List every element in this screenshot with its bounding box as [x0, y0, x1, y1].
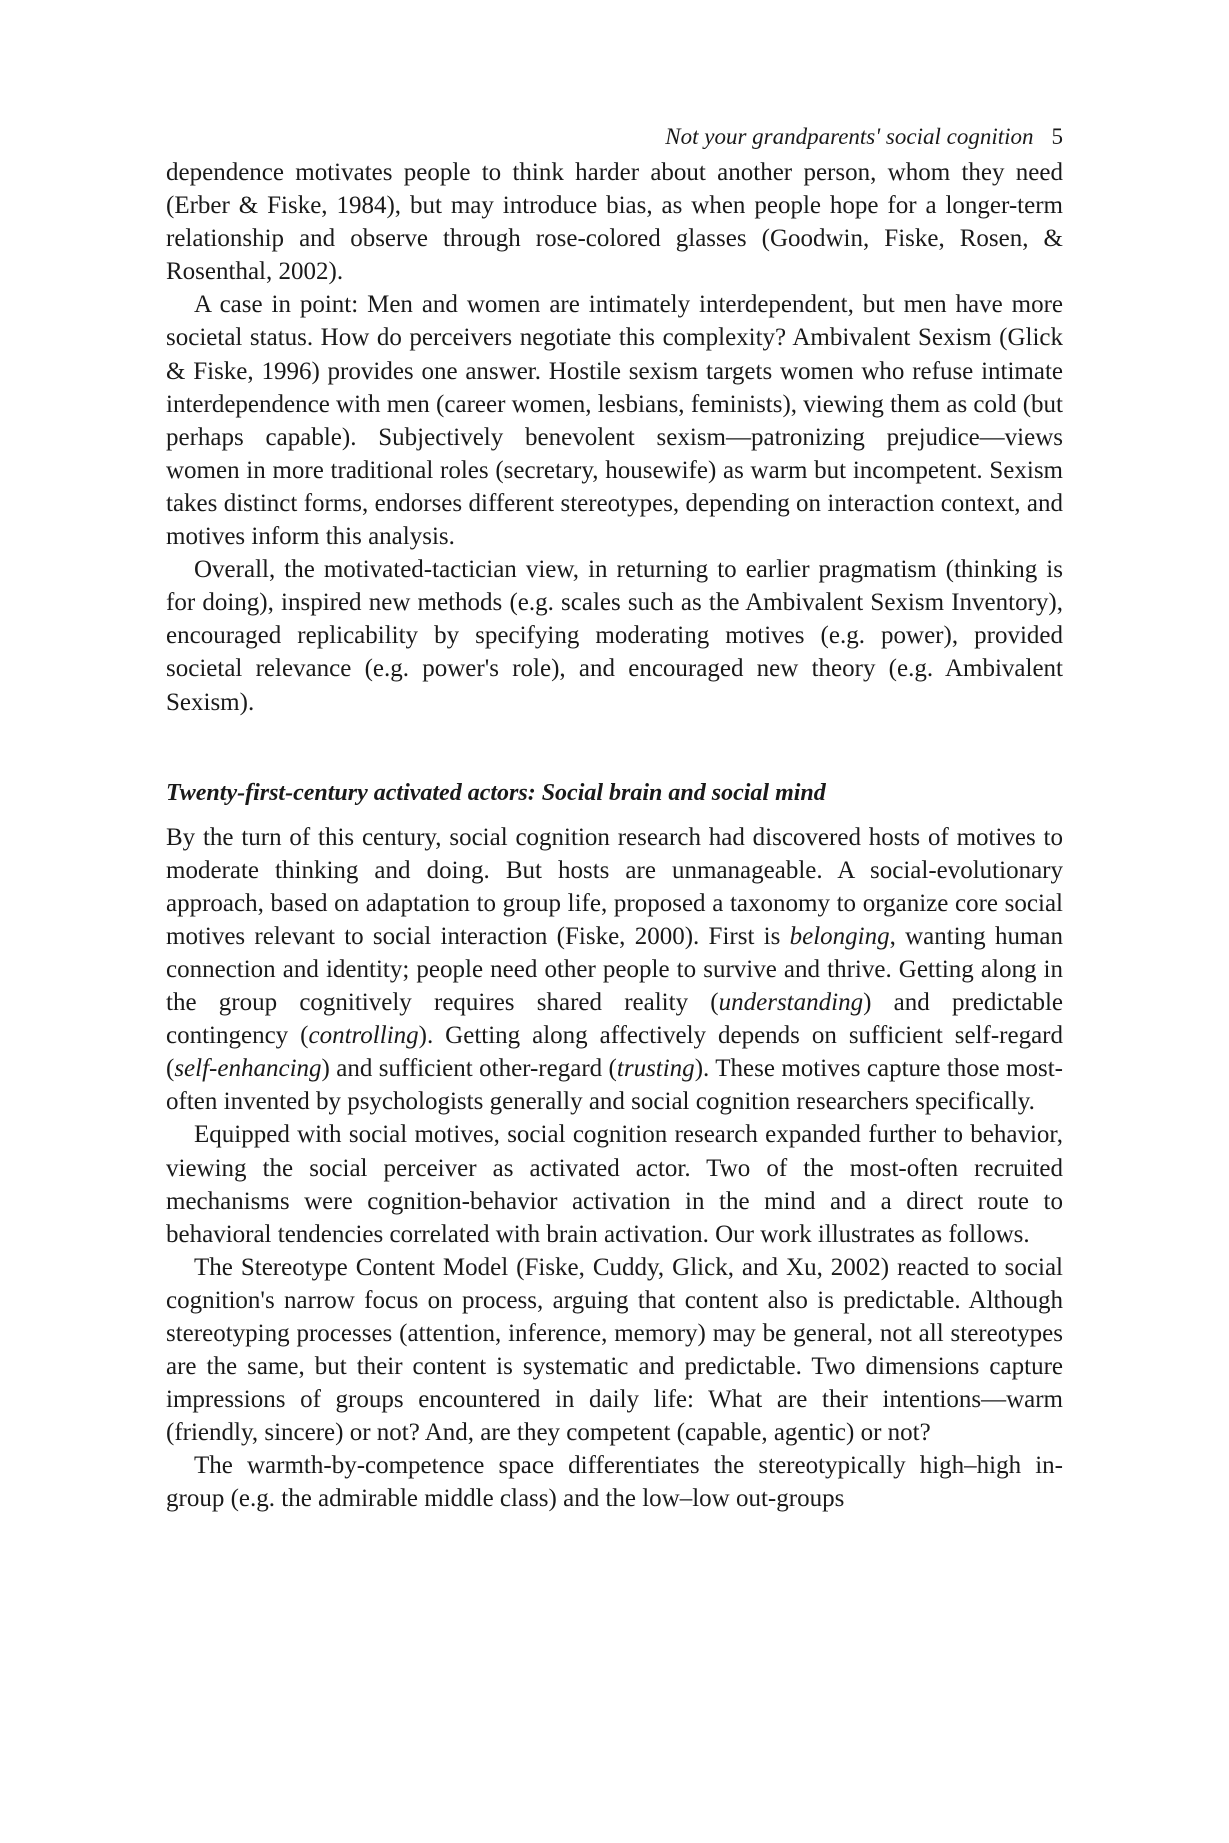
text-run: , wanting human connection and identity; people need other people to survive and thrive. Getting along in the group cognitively requires shared reality (	[166, 922, 1063, 1017]
text-run: Overall, the motivated-tactician view, in returning to earlier pragmatism (thinking is for doing), inspired new methods (e.g. scales such as the Ambivalent Sexism Inventory), encouraged replicability by specifying moderating motives (e.g. power), provided societal relevance (e.g. power's role), and encouraged new theory (e.g. Ambivalent Sexism).	[166, 556, 1063, 716]
italic-term: understanding	[718, 989, 864, 1017]
text-run: The Stereotype Content Model (Fiske, Cuddy, Glick, and Xu, 2002) reacted to social cognition's narrow focus on process, arguing that content also is predictable. Although stereotyping processes (attention, inference, memory) may be general, not all stereotypes are the same, but their content is systematic and predictable. Two dimensions capture impressions of groups encountered in daily life: What are their intentions—warm (friendly, sincere) or not? And, are they competent (capable, agentic) or not?	[166, 1253, 1063, 1447]
paragraph	[166, 1118, 1063, 1250]
paragraph	[166, 553, 1063, 718]
text-run: By the turn of this century, social cognition research had discovered hosts of motives to moderate thinking and doing. But hosts are unmanageable. A social-​evolutionary approach, based on adaptation to group life, proposed a taxonomy to organize core social motives relevant to social interaction (Fiske, 2000). First is	[166, 823, 1063, 950]
italic-term: trusting	[616, 1055, 695, 1083]
section-body-text	[166, 821, 1063, 1516]
paragraph	[166, 156, 1063, 288]
text-run: The warmth-by-competence space differentiates the stereotypically high–​high in-group (e.g. the admirable middle class) and the low–low out-groups	[166, 1452, 1063, 1513]
paragraph	[166, 288, 1063, 553]
section-heading: Twenty-first-century activated actors: Social brain and social mind	[166, 779, 826, 806]
text-run: Equipped with social motives, social cognition research expanded further to behavior, viewing the social perceiver as activated actor. Two of the most-​often recruited mechanisms were cognition-behavior activation in the mind and a direct route to behavioral tendencies correlated with brain activation. Our work illustrates as follows.	[166, 1121, 1063, 1248]
book-page	[166, 122, 1063, 1516]
text-run: ) and sufficient other-​regard (	[321, 1055, 617, 1083]
body-text-before-section	[166, 156, 1063, 719]
paragraph	[166, 1449, 1063, 1515]
text-run: ). These motives capture those most-often invented by psychologists generally and social cognition researchers specifically.	[166, 1055, 1063, 1116]
text-run: ) and predictable contingency (	[166, 989, 1063, 1050]
text-run: dependence motivates people to think harder about another person, whom they need (Erber & Fiske, 1984), but may introduce bias, as when people hope for a longer-term relationship and observe through rose-colored glasses (Goodwin, Fiske, Rosen, & Rosenthal, 2002).	[166, 159, 1063, 286]
italic-term: controlling	[308, 1022, 419, 1050]
text-run: A case in point: Men and women are intimately interdependent, but men have more societal status. How do perceivers negotiate this complexity? Ambivalent Sexism (Glick & Fiske, 1996) provides one answer. Hostile sexism targets women who refuse intimate interdependence with men (career women, lesbians, feminists), viewing them as cold (but perhaps capable). Subjectively benevolent sexism—patronizing prejudice—views women in more traditional roles (secretary, housewife) as warm but incompetent. Sexism takes distinct forms, endorses different stereotypes, depending on interaction context, and motives inform this analysis.	[166, 291, 1063, 551]
running-head-title: Not your grandparents' social cognition	[665, 124, 1034, 149]
page-number: 5	[1051, 124, 1063, 149]
paragraph	[166, 821, 1063, 1119]
paragraph	[166, 1251, 1063, 1450]
text-run: ). Getting along affectively depends on sufficient self-regard (	[166, 1022, 1063, 1083]
italic-term: self-enhancing	[174, 1055, 322, 1083]
running-head	[166, 122, 1063, 152]
italic-term: belonging	[789, 922, 890, 950]
